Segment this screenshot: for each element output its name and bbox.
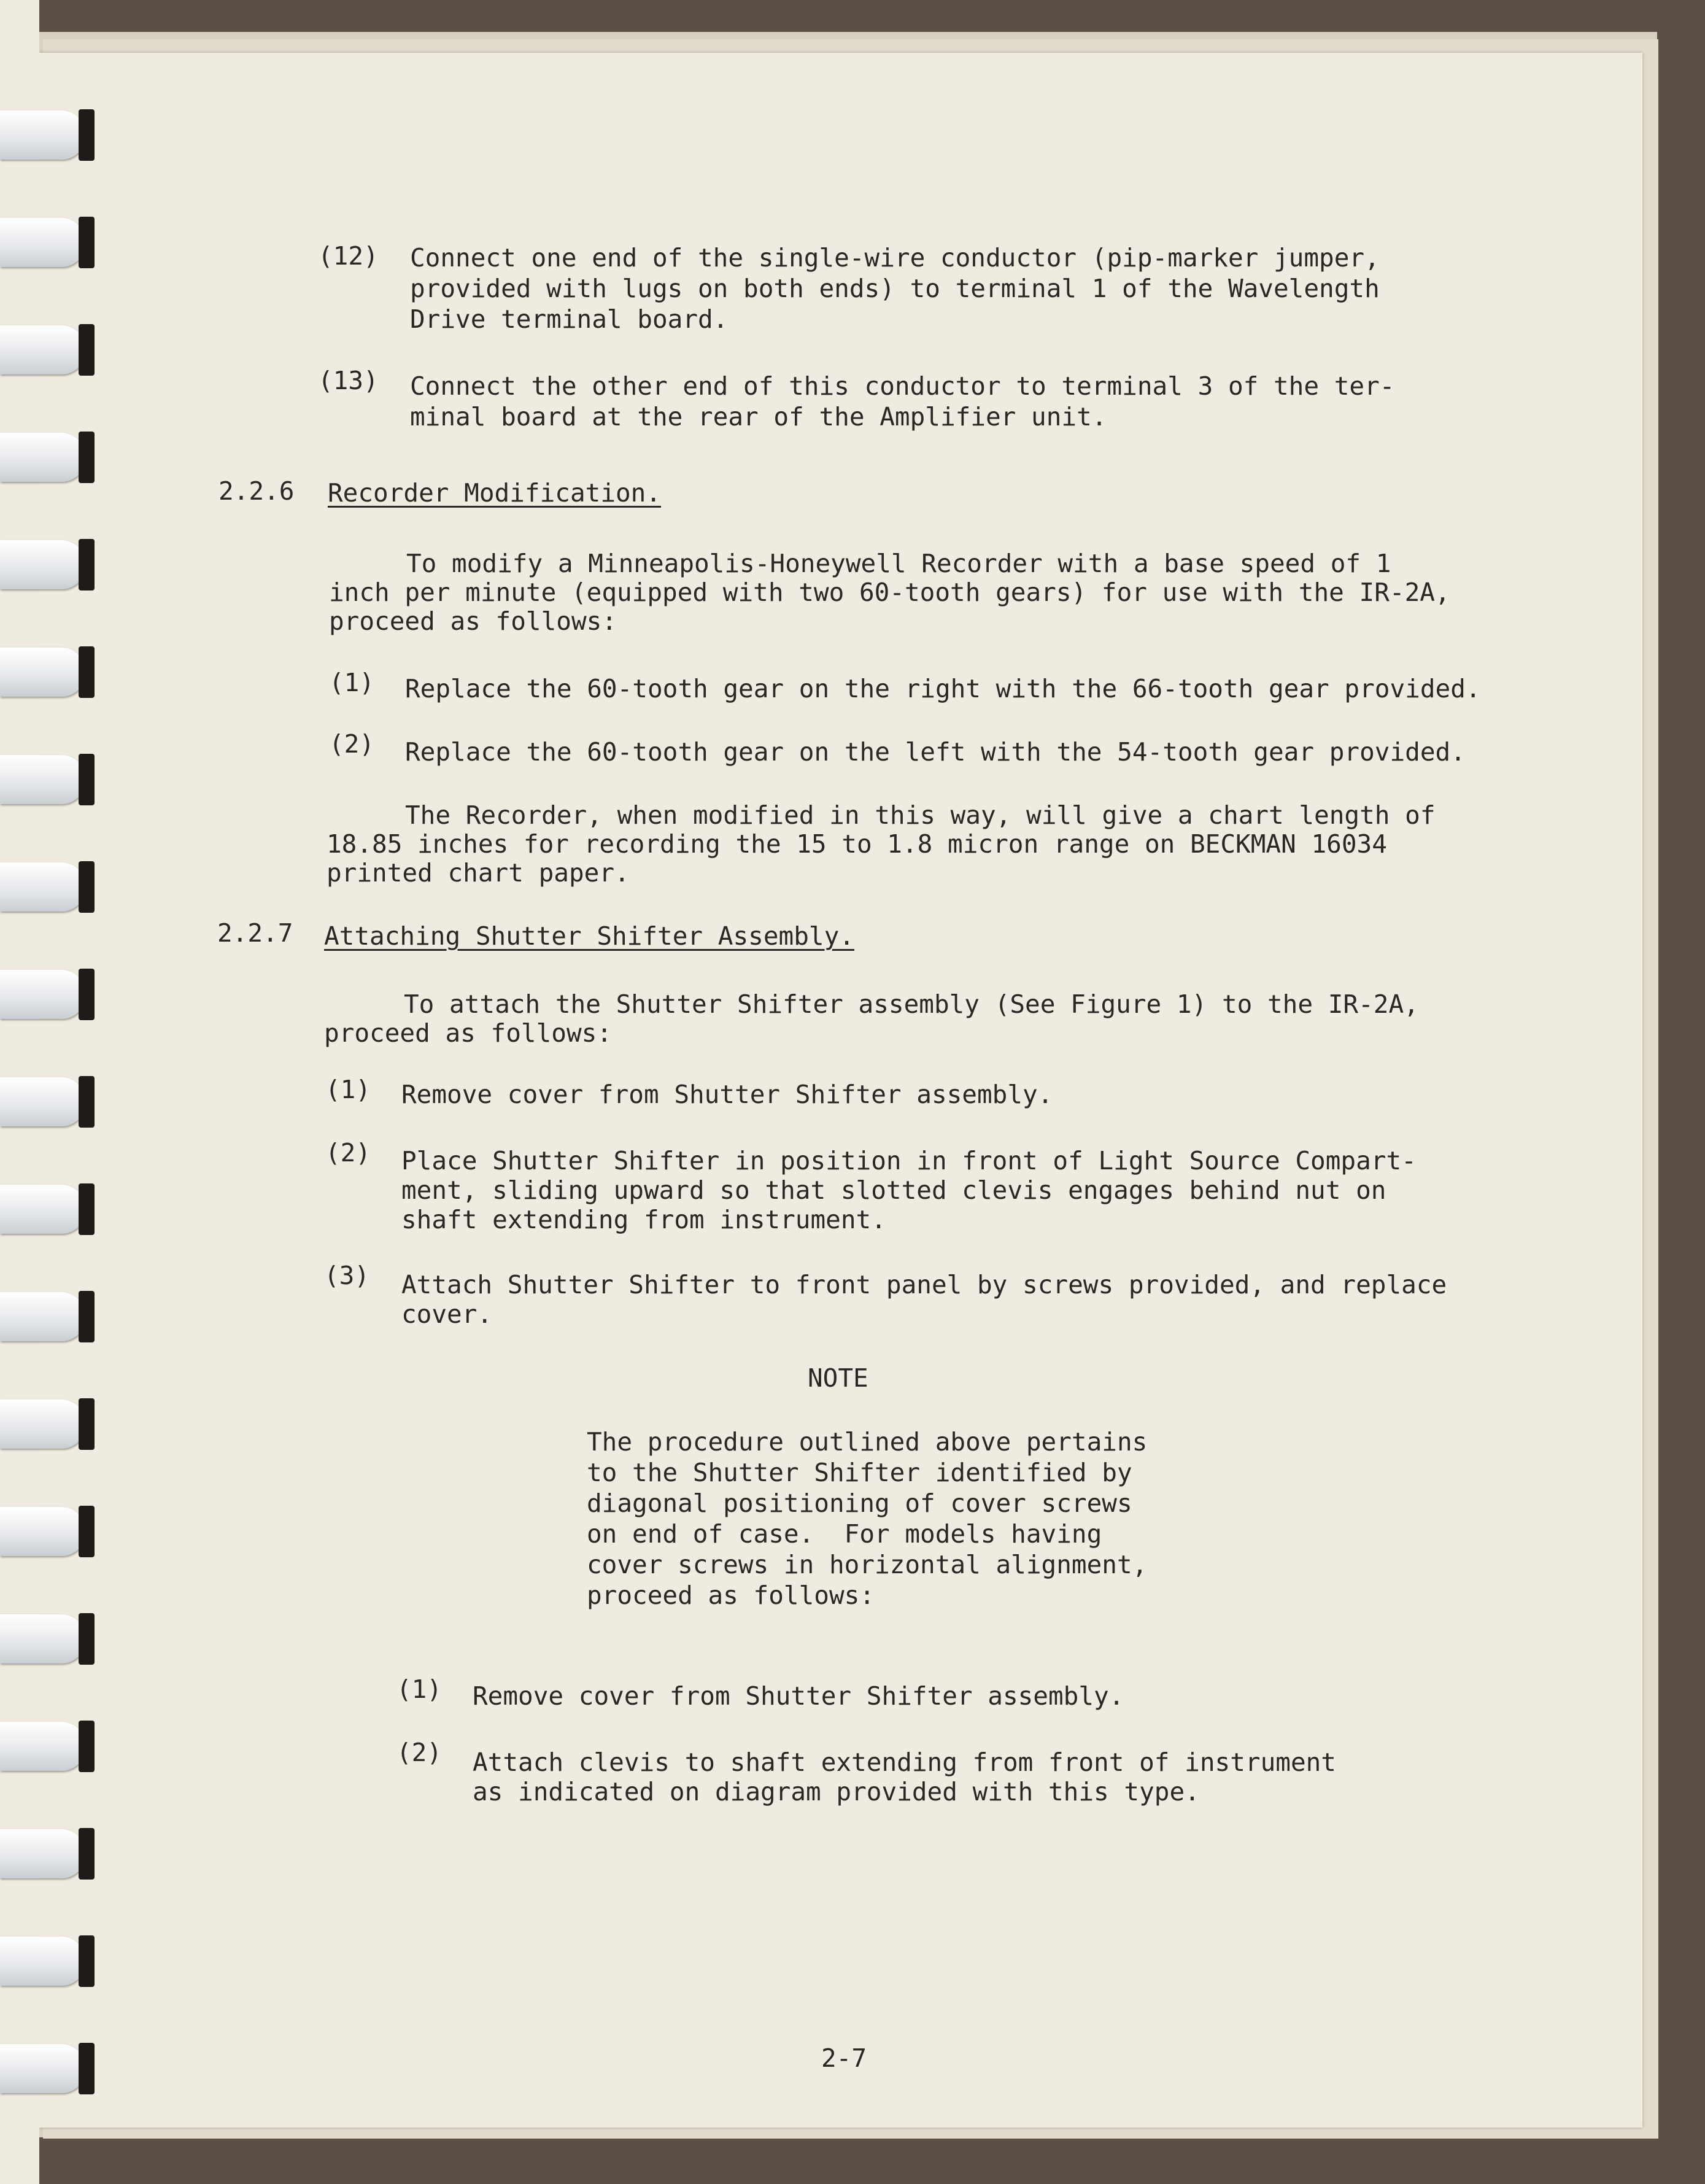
- item-13-number: (13): [318, 366, 379, 395]
- binding-ring-loop: [0, 433, 86, 482]
- binding-ring: [0, 641, 104, 703]
- item-12-number: (12): [318, 241, 379, 271]
- section-226-step-2-number: (2): [329, 729, 375, 759]
- note-heading: NOTE: [808, 1363, 868, 1393]
- alt-step-2-line-1: Attach clevis to shaft extending from front of instrument: [473, 1748, 1336, 1777]
- section-226-intro-2: inch per minute (equipped with two 60-tooth gears) for use with the IR-2A,: [329, 578, 1450, 607]
- section-227-step-2-line-3: shaft extending from instrument.: [401, 1205, 886, 1234]
- section-227-step-3-line-1: Attach Shutter Shifter to front panel by screws provided, and replace: [401, 1270, 1447, 1299]
- section-226-intro-3: proceed as follows:: [329, 606, 617, 636]
- section-226-closing-3: printed chart paper.: [327, 858, 630, 888]
- section-227-step-1-line-1: Remove cover from Shutter Shifter assembly.: [401, 1080, 1053, 1109]
- binding-ring: [0, 856, 104, 918]
- item-13-line-2: minal board at the rear of the Amplifier unit.: [410, 402, 1107, 432]
- binding-ring-loop: [0, 1077, 86, 1126]
- section-227-intro-2: proceed as follows:: [324, 1018, 612, 1048]
- binding-ring-loop: [0, 218, 86, 267]
- binding-hole: [79, 861, 95, 913]
- binding-hole: [79, 1721, 95, 1772]
- section-227-step-3-line-2: cover.: [401, 1299, 493, 1329]
- binding-hole: [79, 1076, 95, 1128]
- section-227-step-1-number: (1): [325, 1075, 371, 1104]
- binding-ring: [0, 1823, 104, 1884]
- binding-ring-loop: [0, 862, 86, 912]
- page-number: 2-7: [821, 2043, 867, 2073]
- binding-ring: [0, 1286, 104, 1347]
- binding-ring-loop: [0, 755, 86, 804]
- alt-step-1-line-1: Remove cover from Shutter Shifter assembly.: [473, 1681, 1124, 1711]
- binding-ring: [0, 1501, 104, 1562]
- item-13-line-1: Connect the other end of this conductor to terminal 3 of the ter-: [410, 371, 1395, 401]
- section-227-step-2-line-2: ment, sliding upward so that slotted clevis engages behind nut on: [401, 1175, 1386, 1205]
- binding-ring-loop: [0, 1292, 86, 1341]
- binding-ring: [0, 964, 104, 1025]
- binding-ring-loop: [0, 2044, 86, 2093]
- note-line-3: diagonal positioning of cover screws: [587, 1489, 1132, 1518]
- binding-ring-loop: [0, 1507, 86, 1556]
- alt-step-1-number: (1): [396, 1675, 443, 1704]
- section-227-step-3-number: (3): [324, 1261, 370, 1290]
- binding-ring-loop: [0, 1614, 86, 1663]
- binding-hole: [79, 1935, 95, 1987]
- item-12-line-3: Drive terminal board.: [410, 304, 729, 334]
- binding-hole: [79, 1613, 95, 1665]
- binding-ring-loop: [0, 110, 86, 160]
- binding-ring: [0, 427, 104, 488]
- binding-ring-loop: [0, 648, 86, 697]
- section-226-closing-1: The Recorder, when modified in this way, will give a chart length of: [405, 800, 1436, 830]
- section-226-step-2-text: Replace the 60-tooth gear on the left with the 54-tooth gear provided.: [405, 737, 1466, 767]
- binding-hole: [79, 109, 95, 161]
- section-226-number: 2.2.6: [218, 476, 295, 506]
- section-226-intro-1: To modify a Minneapolis-Honeywell Recorder with a base speed of 1: [406, 549, 1391, 578]
- binding-hole: [79, 969, 95, 1020]
- binding-hole: [79, 2043, 95, 2094]
- section-226-title: Recorder Modification.: [328, 478, 662, 508]
- binding-hole: [79, 217, 95, 268]
- binding-ring: [0, 1608, 104, 1670]
- section-227-number: 2.2.7: [217, 918, 293, 948]
- binding-hole: [79, 539, 95, 591]
- binding-hole: [79, 1183, 95, 1235]
- section-227-step-2-line-1: Place Shutter Shifter in position in front of Light Source Compart-: [401, 1146, 1417, 1175]
- binding-ring: [0, 1179, 104, 1240]
- binding-ring-loop: [0, 1829, 86, 1878]
- binding-hole: [79, 646, 95, 698]
- binding-ring-loop: [0, 325, 86, 374]
- note-line-6: proceed as follows:: [587, 1581, 875, 1610]
- binding-ring: [0, 2038, 104, 2099]
- binding-hole: [79, 1398, 95, 1450]
- item-12-line-2: provided with lugs on both ends) to terminal 1 of the Wavelength: [410, 274, 1380, 303]
- binding-ring: [0, 212, 104, 273]
- note-line-1: The procedure outlined above pertains: [587, 1427, 1148, 1457]
- binding-hole: [79, 432, 95, 483]
- binding-ring-loop: [0, 970, 86, 1019]
- binding-ring: [0, 104, 104, 166]
- binding-ring-loop: [0, 1722, 86, 1771]
- binding-ring-loop: [0, 540, 86, 589]
- binding-hole: [79, 324, 95, 376]
- binding-hole: [79, 754, 95, 805]
- section-227-title: Attaching Shutter Shifter Assembly.: [324, 921, 854, 951]
- binding-ring: [0, 1930, 104, 1992]
- binding-hole: [79, 1828, 95, 1880]
- binding-ring: [0, 1393, 104, 1455]
- binding-ring: [0, 534, 104, 595]
- binding-ring-loop: [0, 1937, 86, 1986]
- section-227-intro-1: To attach the Shutter Shifter assembly (See Figure 1) to the IR-2A,: [404, 989, 1419, 1019]
- section-226-closing-2: 18.85 inches for recording the 15 to 1.8 micron range on BECKMAN 16034: [327, 829, 1387, 859]
- binding-ring: [0, 749, 104, 810]
- note-line-4: on end of case. For models having: [587, 1519, 1102, 1549]
- section-227-step-2-number: (2): [325, 1138, 371, 1168]
- binding-ring-loop: [0, 1400, 86, 1449]
- binding-hole: [79, 1506, 95, 1557]
- section-226-step-1-number: (1): [329, 668, 375, 697]
- item-12-line-1: Connect one end of the single-wire conductor (pip-marker jumper,: [410, 243, 1380, 273]
- binding-ring: [0, 1716, 104, 1777]
- binding-ring: [0, 319, 104, 381]
- binding-ring-loop: [0, 1185, 86, 1234]
- note-line-5: cover screws in horizontal alignment,: [587, 1550, 1148, 1579]
- alt-step-2-line-2: as indicated on diagram provided with this type.: [473, 1777, 1200, 1806]
- binding-ring: [0, 1071, 104, 1133]
- section-226-step-1-text: Replace the 60-tooth gear on the right with the 66-tooth gear provided.: [405, 674, 1481, 703]
- note-line-2: to the Shutter Shifter identified by: [587, 1458, 1132, 1487]
- binding-hole: [79, 1291, 95, 1342]
- alt-step-2-number: (2): [396, 1738, 443, 1767]
